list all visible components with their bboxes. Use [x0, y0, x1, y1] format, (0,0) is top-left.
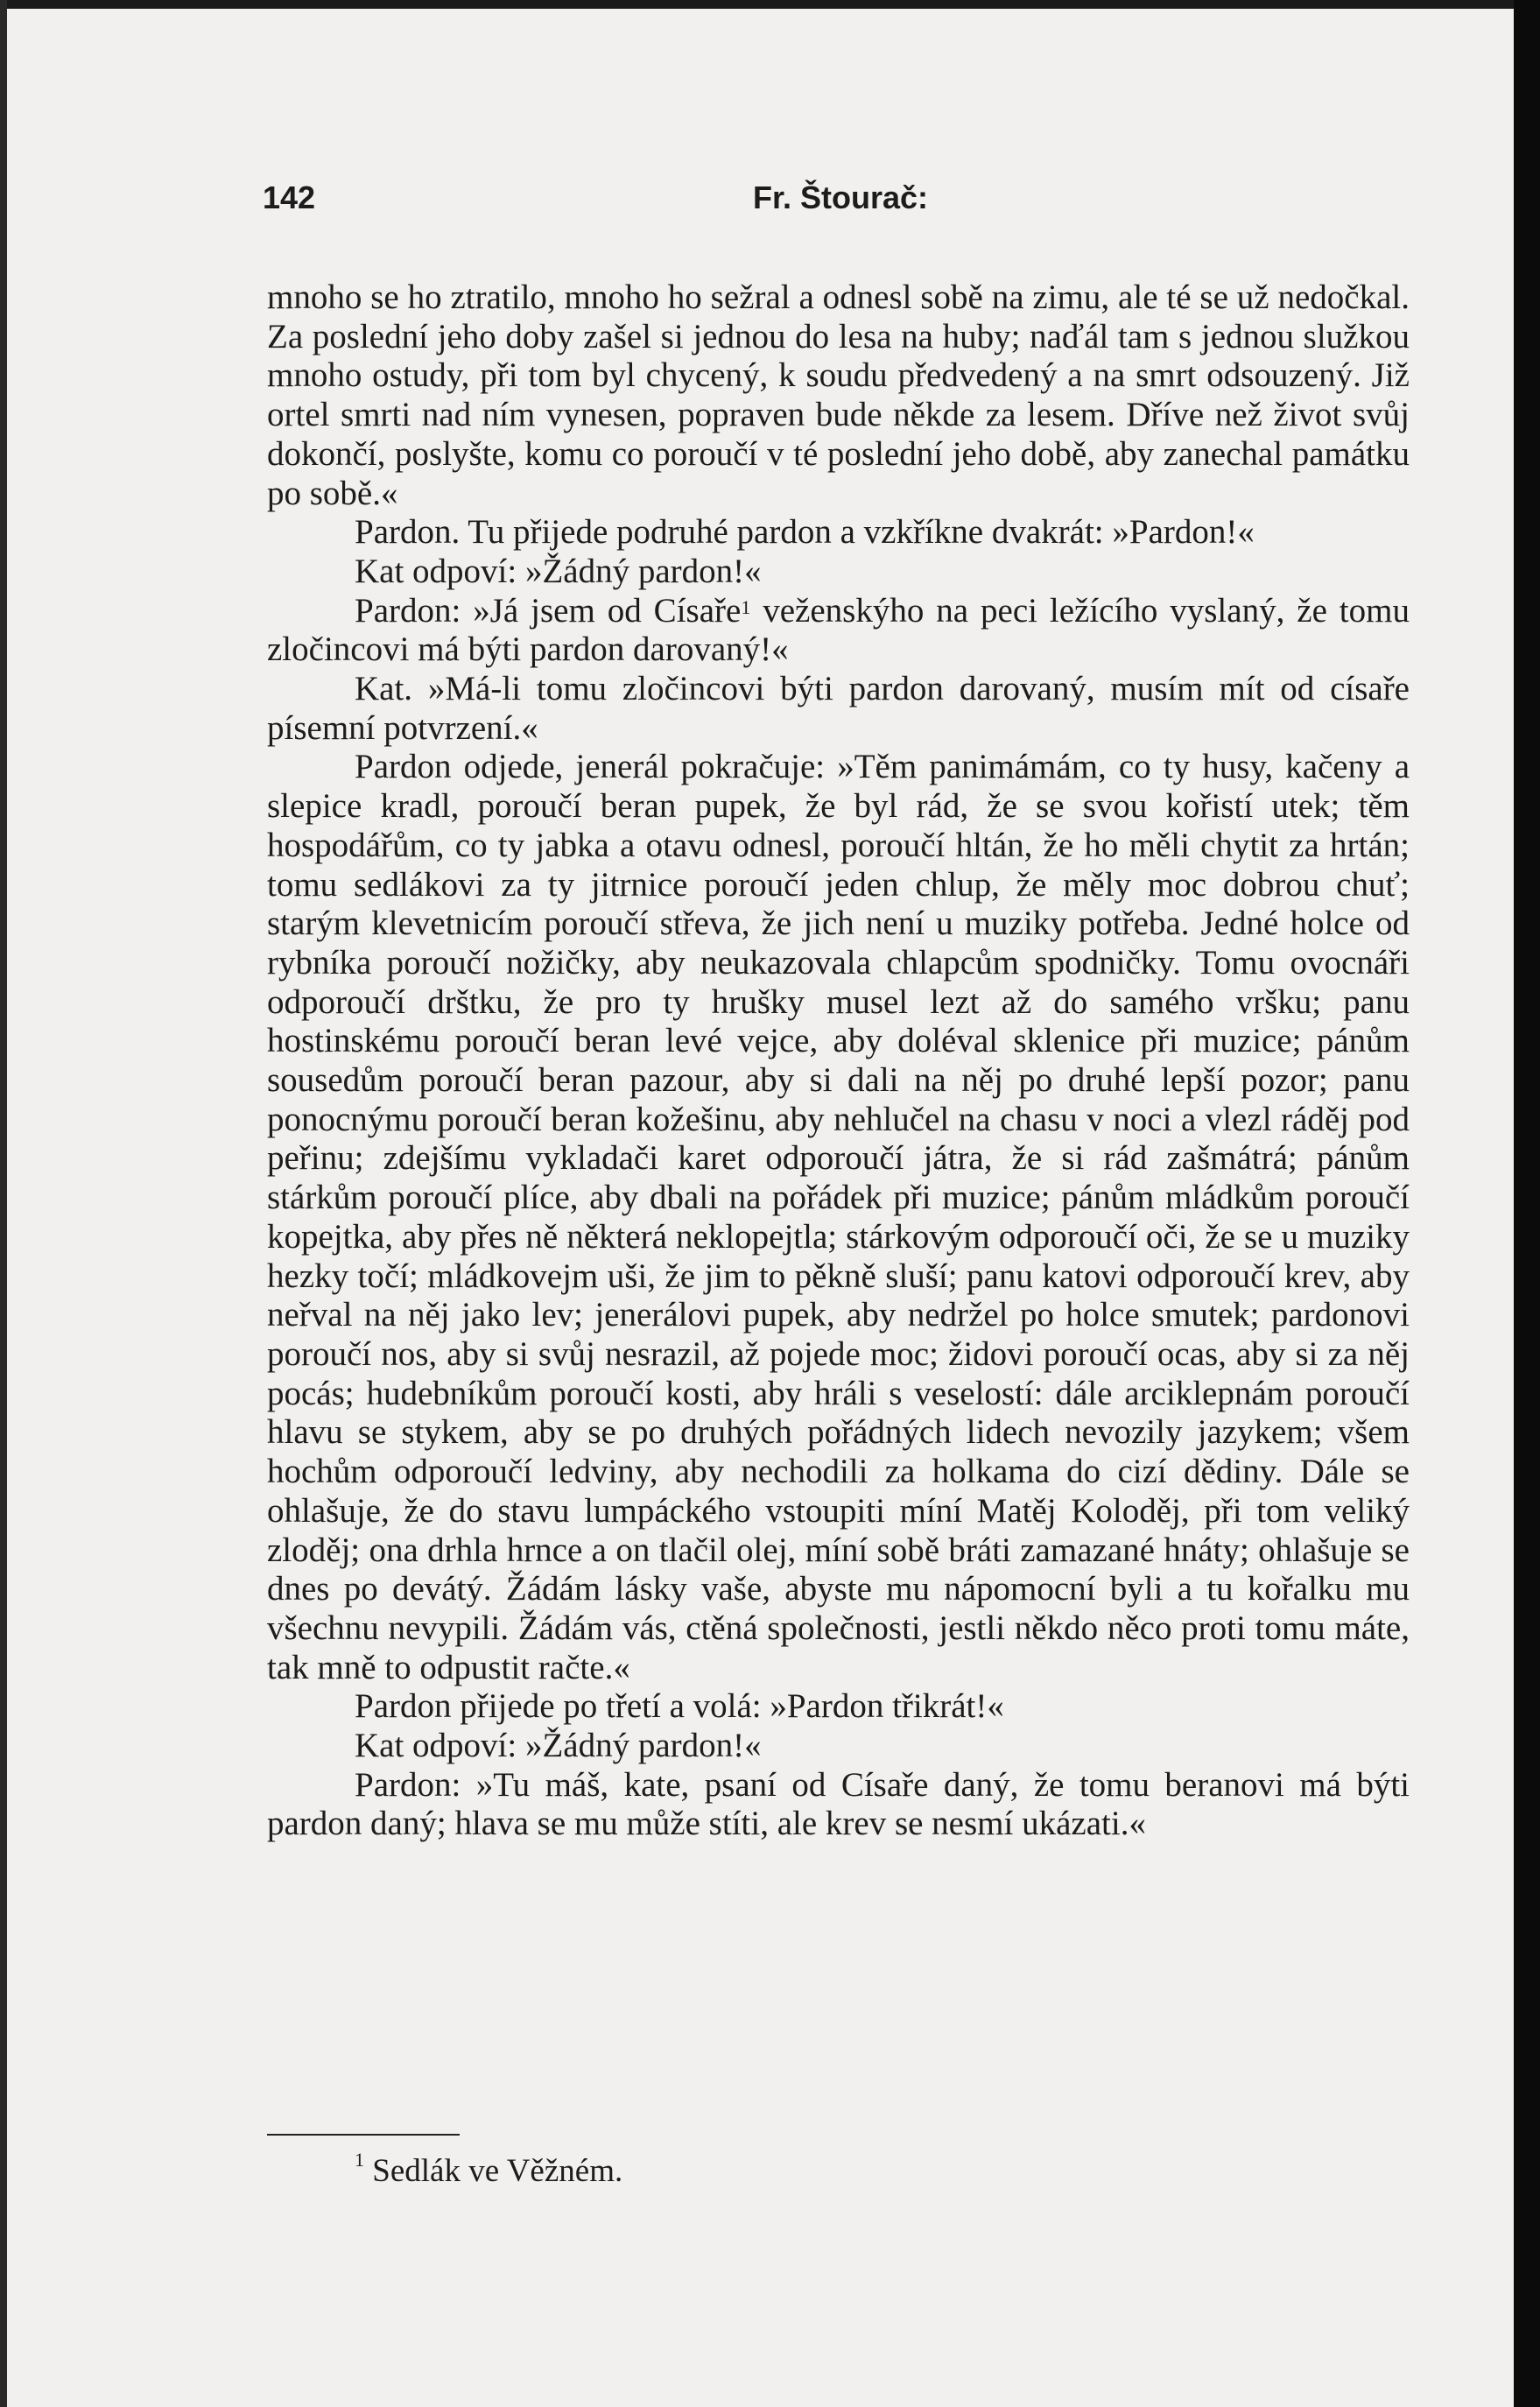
footnote-mark: 1	[355, 2149, 364, 2171]
scan-edge-right	[1514, 0, 1540, 2407]
page-header	[263, 179, 1410, 223]
scan-edge-top	[0, 0, 1540, 9]
paragraph-3: Kat odpoví: »Žádný pardon!«	[355, 552, 762, 590]
paragraph-6: Pardon odjede, jenerál pokračuje: »Těm panimámám, co ty husy, kačeny a slepice kradl, poroučí beran pupek, že byl rád, že se svou kořistí utek; těm hospodářům, co ty jabka a otavu odnesl, poroučí hltán, že ho měli chytit za hrtán; tomu sedlákovi za ty jitrnice poroučí jeden chlup, že měly moc dobrou chuť; starým klevetnicím poroučí střeva, že jich není u muziky potřeba. Jedné holce od rybníka poroučí nožičky, aby neukazovala chlapcům spodničky. Tomu ovocnáři odporoučí drštku, že pro ty hrušky musel lezt až do samého vršku; panu hostinskému poroučí beran levé vejce, aby doléval sklenice při muzice; pánům sousedům poroučí beran pazour, aby si dali na něj po druhé lepší pozor; panu ponocnýmu poroučí beran kožešinu, aby nehlučel na chasu v noci a vlezl ráděj pod peřinu; zdejšímu vykladači karet odporoučí játra, že si rád zašmátrá; pánům stárkům poroučí plíce, aby dbali na pořádek při muzice; pánům mládkům poroučí kopejtka, aby přes ně některá neklopejtla; stárkovým odporoučí oči, že se u muziky hezky točí; mládkovejm uši, že jim to pěkně sluší; panu katovi odporoučí krev, aby neřval na něj jako lev; jenerálovi pupek, aby nedržel po holce smutek; pardonovi poroučí nos, aby si svůj nesrazil, až pojede moc; židovi poroučí ocas, aby si za něj pocás; hudebníkům poroučí kosti, aby hráli s veselostí: dále arciklepnám poroučí hlavu se stykem, aby se po druhých pořádných lidech nevozily jazykem; všem hochům odporoučí ledviny, aby nechodili za holkama do cizí dědiny. Dále se ohlašuje, že do stavu lumpáckého vstoupiti míní Matěj Koloděj, při tom veliký zloděj; ona drhla hrnce a on tlačil olej, míní sobě bráti zamazané hnáty; ohlašuje se dnes po devátý. Žádám lásky vaše, abyste mu nápomocní byli a tu kořalku mu všechnu nevypili. Žádám vás, ctěná společnosti, jestli někdo něco proti tomu máte, tak mně to odpustit račte.«	[267, 748, 1410, 1686]
paragraph-4-before: Pardon: »Já jsem od Císaře	[355, 591, 742, 630]
footnote-text: Sedlák ve Věžném.	[364, 2153, 623, 2189]
paragraph-1: mnoho se ho ztratilo, mnoho ho sežral a odnesl sobě na zimu, ale té se už nedočkal. Za poslední jeho doby zašel si jednou do lesa na huby; naďál tam s jednou služkou mnoho ostudy, při tom byl chycený, k soudu předvedený a na smrt odsouzený. Již ortel smrti nad ním vynesen, popraven bude někde za lesem. Dříve než život svůj dokončí, poslyšte, komu co poroučí v té poslední jeho době, aby zanechal památku po sobě.«	[267, 278, 1410, 512]
footnote-rule	[267, 2134, 460, 2136]
running-head: Fr. Štourač:	[753, 179, 929, 215]
paragraph-7: Pardon přijede po třetí a volá: »Pardon třikrát!«	[355, 1687, 1004, 1726]
body-text	[267, 278, 1410, 1844]
paragraph-9: Pardon: »Tu máš, kate, psaní od Císaře daný, že tomu beranovi má býti pardon daný; hlava se mu může stíti, ale krev se nesmí ukázati.«	[267, 1765, 1410, 1843]
paragraph-4-after: veženskýho na peci ležícího vyslaný, že tomu zločincovi má býti pardon darovaný!«	[267, 591, 1410, 669]
paragraph-5: Kat. »Má-li tomu zločincovi býti pardon darovaný, musím mít od císaře písemní potvrzení.«	[267, 670, 1410, 747]
paragraph-4	[267, 592, 1410, 670]
paragraph-8: Kat odpoví: »Žádný pardon!«	[355, 1727, 762, 1765]
footnote	[355, 2149, 623, 2190]
paragraph-2: Pardon. Tu přijede podruhé pardon a vzkříkne dvakrát: »Pardon!«	[355, 513, 1255, 552]
footnote-reference: 1	[741, 595, 751, 618]
page-number: 142	[263, 179, 316, 215]
scan-edge-left	[0, 0, 7, 2407]
